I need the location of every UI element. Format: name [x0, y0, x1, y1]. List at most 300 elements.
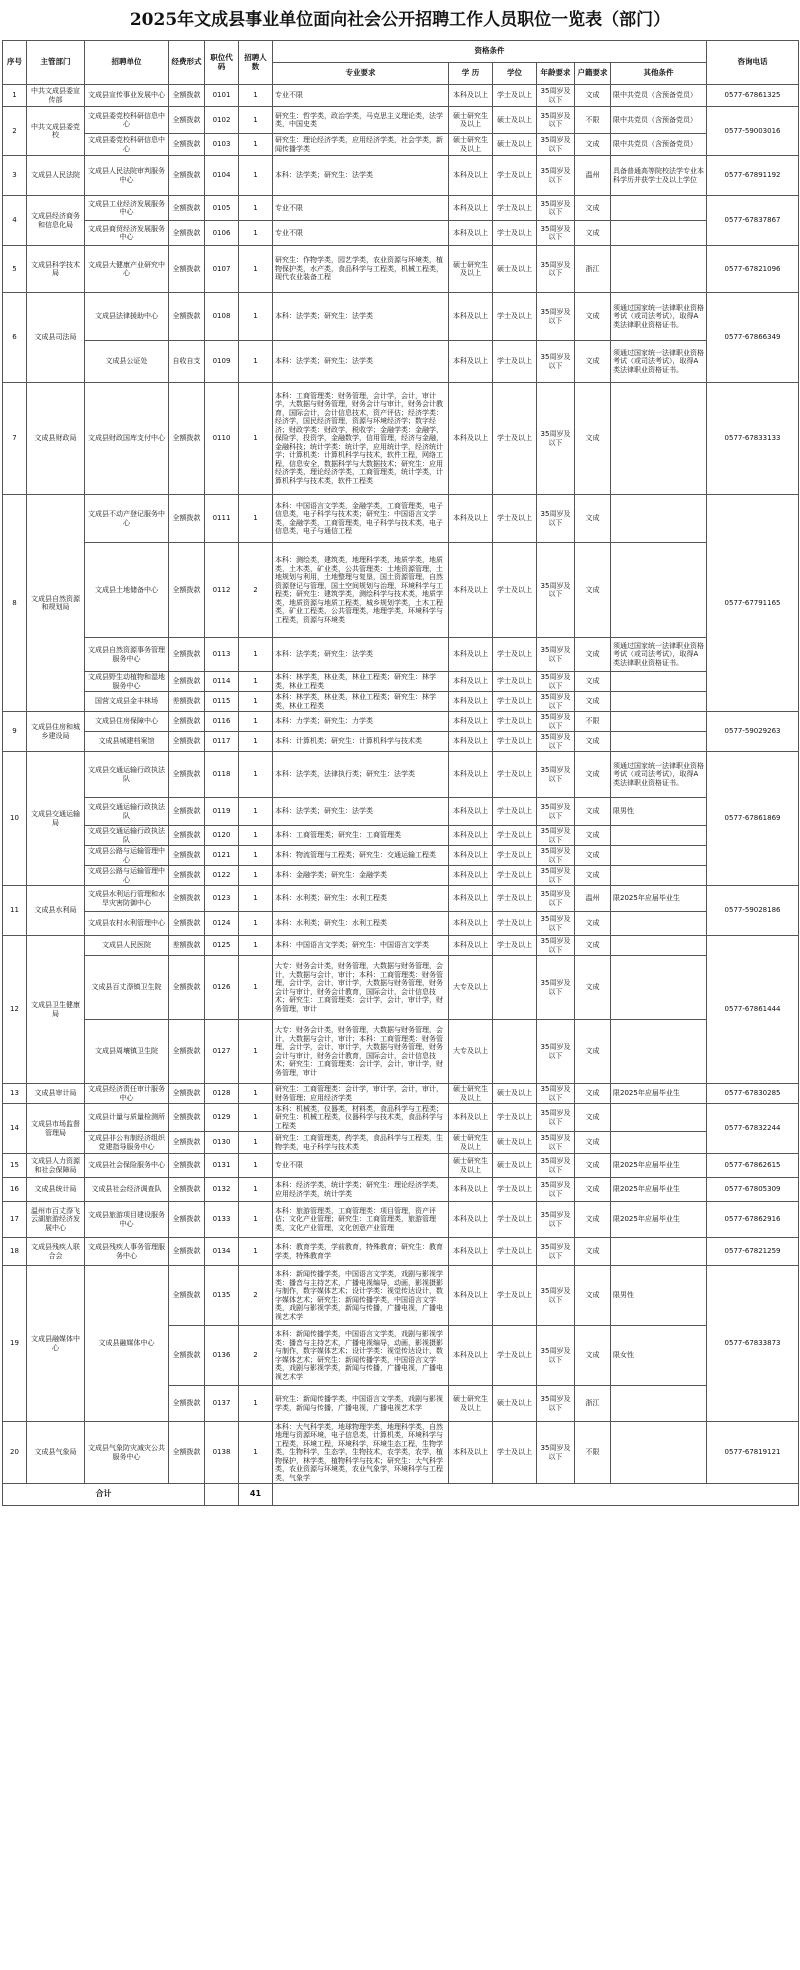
row-num: 1 [239, 1238, 273, 1266]
row-unit: 文成县自然资源事务管理服务中心 [85, 638, 169, 672]
row-age: 35周岁及以下 [537, 1084, 575, 1104]
row-num: 1 [239, 1154, 273, 1178]
header-code: 职位代码 [205, 41, 239, 85]
row-fund: 全额拨款 [169, 866, 205, 886]
row-other [611, 383, 707, 495]
row-edu: 本科及以上 [449, 495, 493, 543]
row-unit: 文成县社会经济调查队 [85, 1178, 169, 1202]
row-major: 专业不限 [273, 196, 449, 221]
row-edu: 本科及以上 [449, 1266, 493, 1326]
row-code: 0113 [205, 638, 239, 672]
row-hukou: 文成 [575, 1202, 611, 1238]
row-fund: 全额拨款 [169, 1266, 205, 1326]
row-code: 0121 [205, 846, 239, 866]
row-major: 本科：法学类；研究生：法学类 [273, 798, 449, 826]
row-dept: 中共文成县委宣传部 [27, 85, 85, 107]
row-age: 35周岁及以下 [537, 246, 575, 293]
row-other [611, 1020, 707, 1084]
row-hukou: 文成 [575, 85, 611, 107]
row-phone: 0577-67861444 [707, 936, 799, 1084]
row-edu: 本科及以上 [449, 1326, 493, 1386]
row-unit: 文成县野生动植物和湿地服务中心 [85, 672, 169, 692]
row-hukou: 文成 [575, 752, 611, 798]
row-seq: 8 [3, 495, 27, 712]
row-other [611, 246, 707, 293]
row-code: 0104 [205, 156, 239, 196]
row-hukou: 文成 [575, 1238, 611, 1266]
table-row [3, 1422, 799, 1484]
row-num: 1 [239, 638, 273, 672]
row-hukou: 文成 [575, 293, 611, 341]
row-phone: 0577-67861869 [707, 752, 799, 886]
row-degree: 学士及以上 [493, 712, 537, 732]
row-major: 本科：新闻传播学类，中国语言文学类，戏剧与影视学类：播音与主持艺术，广播电视编导，动画，影视摄影与制作，数字媒体艺术；设计学类：视觉传达设计，数字媒体艺术；研究生：新闻传播学类，中国语言文学类，戏剧与影视学类，新闻与传播，广播电视，广播电视艺术学 [273, 1266, 449, 1326]
row-num: 1 [239, 672, 273, 692]
table-row [3, 1084, 799, 1104]
row-hukou: 文成 [575, 956, 611, 1020]
row-phone: 0577-67791165 [707, 495, 799, 712]
row-other [611, 495, 707, 543]
row-phone: 0577-67866349 [707, 293, 799, 383]
table-row [3, 956, 799, 1020]
row-edu: 硕士研究生及以上 [449, 1132, 493, 1154]
row-edu: 本科及以上 [449, 543, 493, 638]
row-age: 35周岁及以下 [537, 221, 575, 246]
row-edu: 本科及以上 [449, 692, 493, 712]
row-fund: 全额拨款 [169, 1422, 205, 1484]
table-row [3, 672, 799, 692]
row-unit: 文成县工业经济发展服务中心 [85, 196, 169, 221]
row-unit: 文成县百丈漈镇卫生院 [85, 956, 169, 1020]
row-age: 35周岁及以下 [537, 1020, 575, 1084]
row-num: 1 [239, 936, 273, 956]
row-dept: 文成县科学技术局 [27, 246, 85, 293]
row-hukou: 文成 [575, 1178, 611, 1202]
row-age: 35周岁及以下 [537, 134, 575, 156]
table-row [3, 134, 799, 156]
row-num: 1 [239, 134, 273, 156]
row-age: 35周岁及以下 [537, 732, 575, 752]
row-num: 1 [239, 732, 273, 752]
row-edu: 本科及以上 [449, 156, 493, 196]
row-unit: 文成县公证处 [85, 341, 169, 383]
row-degree: 学士及以上 [493, 1104, 537, 1132]
row-major: 本科：中国语言文学类；研究生：中国语言文学类 [273, 936, 449, 956]
row-unit: 文成县委党校科研信息中心 [85, 134, 169, 156]
header-other: 其他条件 [611, 63, 707, 85]
row-num: 1 [239, 956, 273, 1020]
row-other: 限男性 [611, 1266, 707, 1326]
row-num: 1 [239, 1132, 273, 1154]
row-age: 35周岁及以下 [537, 1238, 575, 1266]
row-seq: 7 [3, 383, 27, 495]
row-degree: 硕士及以上 [493, 1386, 537, 1422]
row-age: 35周岁及以下 [537, 293, 575, 341]
header-major: 专业要求 [273, 63, 449, 85]
row-degree: 学士及以上 [493, 1422, 537, 1484]
row-phone: 0577-67891192 [707, 156, 799, 196]
row-degree: 学士及以上 [493, 341, 537, 383]
row-age: 35周岁及以下 [537, 692, 575, 712]
row-phone: 0577-67805309 [707, 1178, 799, 1202]
row-major: 研究生：工商管理类，药学类，食品科学与工程类，生物学类，电子科学与技术类 [273, 1132, 449, 1154]
row-num: 1 [239, 1386, 273, 1422]
row-other: 限男性 [611, 798, 707, 826]
row-age: 35周岁及以下 [537, 752, 575, 798]
header-age: 年龄要求 [537, 63, 575, 85]
row-major: 专业不限 [273, 85, 449, 107]
row-unit: 文成县气象防灾减灾公共服务中心 [85, 1422, 169, 1484]
row-hukou: 文成 [575, 912, 611, 936]
table-row [3, 732, 799, 752]
row-edu: 本科及以上 [449, 752, 493, 798]
row-major: 本科：法学类，法律执行类；研究生：法学类 [273, 752, 449, 798]
row-code: 0102 [205, 107, 239, 134]
header-seq: 序号 [3, 41, 27, 85]
row-unit: 文成县计量与质量检测所 [85, 1104, 169, 1132]
row-unit: 文成县土地储备中心 [85, 543, 169, 638]
row-fund: 差额拨款 [169, 692, 205, 712]
row-age: 35周岁及以下 [537, 1154, 575, 1178]
row-fund: 全额拨款 [169, 672, 205, 692]
row-num: 2 [239, 543, 273, 638]
row-phone: 0577-67832244 [707, 1104, 799, 1154]
table-row [3, 495, 799, 543]
row-edu: 本科及以上 [449, 912, 493, 936]
row-hukou: 文成 [575, 1020, 611, 1084]
row-major: 本科：教育学类，学前教育，特殊教育；研究生：教育学类，特殊教育学 [273, 1238, 449, 1266]
header-hukou: 户籍要求 [575, 63, 611, 85]
row-other [611, 732, 707, 752]
row-age: 35周岁及以下 [537, 886, 575, 912]
table-row [3, 846, 799, 866]
row-hukou: 文成 [575, 826, 611, 846]
row-code: 0124 [205, 912, 239, 936]
row-hukou: 文成 [575, 495, 611, 543]
row-other: 限中共党员（含预备党员） [611, 134, 707, 156]
row-major: 本科：法学类；研究生：法学类 [273, 341, 449, 383]
row-edu: 本科及以上 [449, 341, 493, 383]
header-qual: 资格条件 [273, 41, 707, 63]
row-major: 本科：法学类；研究生：法学类 [273, 156, 449, 196]
table-row [3, 752, 799, 798]
row-other [611, 956, 707, 1020]
table-row [3, 341, 799, 383]
row-num: 1 [239, 692, 273, 712]
row-age: 35周岁及以下 [537, 866, 575, 886]
header-degree: 学位 [493, 63, 537, 85]
row-code: 0111 [205, 495, 239, 543]
row-phone: 0577-67830285 [707, 1084, 799, 1104]
row-edu: 硕士研究生及以上 [449, 1154, 493, 1178]
row-fund: 全额拨款 [169, 495, 205, 543]
row-code: 0110 [205, 383, 239, 495]
row-edu: 大专及以上 [449, 1020, 493, 1084]
row-other [611, 221, 707, 246]
header-dept: 主管部门 [27, 41, 85, 85]
row-edu: 本科及以上 [449, 826, 493, 846]
row-code: 0125 [205, 936, 239, 956]
row-major: 研究生：作物学类，园艺学类，农业资源与环境类，植物保护类，水产类，食品科学与工程类，机械工程类，现代农业装备工程 [273, 246, 449, 293]
row-dept: 文成县融媒体中心 [27, 1266, 85, 1422]
row-phone: 0577-67821096 [707, 246, 799, 293]
row-age: 35周岁及以下 [537, 1386, 575, 1422]
row-major: 本科：计算机类；研究生：计算机科学与技术类 [273, 732, 449, 752]
row-num: 1 [239, 293, 273, 341]
row-age: 35周岁及以下 [537, 672, 575, 692]
row-fund: 全额拨款 [169, 1326, 205, 1386]
row-fund: 全额拨款 [169, 134, 205, 156]
row-other: 限2025年应届毕业生 [611, 886, 707, 912]
table-row [3, 246, 799, 293]
row-major: 本科：测绘类，建筑类，地理科学类，地质学类，地质类，土木类，矿业类，公共管理类：土地资源管理，土地规划与利用，土地整理与复垦，国土资源管理，自然资源登记与管理，国土空间规划与治理，环境科学与工程类；研究生：建筑学类，测绘科学与技术类，地质学类，地质资源与地质工程类，城乡规划学类，土木工程类，矿业工程类，公共管理类，地理学类，环境科学与工程类，资源与环境类 [273, 543, 449, 638]
row-other [611, 912, 707, 936]
row-age: 35周岁及以下 [537, 1326, 575, 1386]
row-unit: 文成县人民医院 [85, 936, 169, 956]
row-num: 1 [239, 846, 273, 866]
row-unit: 文成县宣传事业发展中心 [85, 85, 169, 107]
row-edu: 本科及以上 [449, 866, 493, 886]
row-other [611, 936, 707, 956]
row-major: 本科：工商管理类；研究生：工商管理类 [273, 826, 449, 846]
table-row [3, 196, 799, 221]
row-other [611, 543, 707, 638]
row-major: 本科：力学类；研究生：力学类 [273, 712, 449, 732]
row-code: 0127 [205, 1020, 239, 1084]
row-fund: 全额拨款 [169, 1178, 205, 1202]
row-age: 35周岁及以下 [537, 798, 575, 826]
row-code: 0117 [205, 732, 239, 752]
row-hukou: 文成 [575, 1326, 611, 1386]
row-seq: 1 [3, 85, 27, 107]
row-code: 0106 [205, 221, 239, 246]
row-hukou: 文成 [575, 846, 611, 866]
row-num: 1 [239, 246, 273, 293]
row-hukou: 文成 [575, 638, 611, 672]
row-degree: 学士及以上 [493, 383, 537, 495]
table-row [3, 1202, 799, 1238]
row-degree [493, 1020, 537, 1084]
row-edu: 本科及以上 [449, 712, 493, 732]
row-code: 0126 [205, 956, 239, 1020]
row-fund: 全额拨款 [169, 196, 205, 221]
row-fund: 全额拨款 [169, 1104, 205, 1132]
row-num: 1 [239, 1202, 273, 1238]
row-degree: 学士及以上 [493, 156, 537, 196]
row-seq: 17 [3, 1202, 27, 1238]
row-edu: 硕士研究生及以上 [449, 107, 493, 134]
row-hukou: 文成 [575, 1104, 611, 1132]
row-other: 须通过国家统一法律职业资格考试（或司法考试），取得A类法律职业资格证书。 [611, 638, 707, 672]
row-fund: 全额拨款 [169, 712, 205, 732]
row-dept: 文成县人民法院 [27, 156, 85, 196]
row-code: 0133 [205, 1202, 239, 1238]
row-num: 1 [239, 712, 273, 732]
row-num: 2 [239, 1266, 273, 1326]
row-other [611, 826, 707, 846]
row-hukou: 温州 [575, 886, 611, 912]
total-code-blank [205, 1484, 239, 1506]
row-degree: 学士及以上 [493, 846, 537, 866]
row-edu: 本科及以上 [449, 846, 493, 866]
row-seq: 3 [3, 156, 27, 196]
row-unit: 文成县财政国库支付中心 [85, 383, 169, 495]
table-row [3, 107, 799, 134]
row-seq: 14 [3, 1104, 27, 1154]
row-fund: 全额拨款 [169, 638, 205, 672]
row-edu: 大专及以上 [449, 956, 493, 1020]
row-dept: 文成县残疾人联合会 [27, 1238, 85, 1266]
table-row [3, 543, 799, 638]
row-age: 35周岁及以下 [537, 1202, 575, 1238]
row-degree: 硕士及以上 [493, 134, 537, 156]
row-unit: 文成县水利运行管理和水旱灾害防御中心 [85, 886, 169, 912]
row-unit: 文成县交通运输行政执法队 [85, 798, 169, 826]
row-age: 35周岁及以下 [537, 826, 575, 846]
row-num: 1 [239, 752, 273, 798]
page-title: 2025年文成县事业单位面向社会公开招聘工作人员职位一览表（部门） [129, 10, 671, 30]
row-hukou: 文成 [575, 692, 611, 712]
row-fund: 全额拨款 [169, 221, 205, 246]
table-row [3, 1154, 799, 1178]
row-unit: 文成县人民法院审判服务中心 [85, 156, 169, 196]
row-degree: 学士及以上 [493, 293, 537, 341]
row-degree: 学士及以上 [493, 936, 537, 956]
row-major: 本科：金融学类；研究生：金融学类 [273, 866, 449, 886]
row-dept: 文成县卫生健康局 [27, 936, 85, 1084]
row-num: 1 [239, 912, 273, 936]
row-degree: 学士及以上 [493, 1178, 537, 1202]
row-age: 35周岁及以下 [537, 912, 575, 936]
row-code: 0115 [205, 692, 239, 712]
row-dept: 文成县住房和城乡建设局 [27, 712, 85, 752]
row-seq: 16 [3, 1178, 27, 1202]
row-major: 研究生：新闻传播学类，中国语言文学类，戏剧与影视学类，新闻与传播，广播电视，广播电视艺术学 [273, 1386, 449, 1422]
row-phone: 0577-67837867 [707, 196, 799, 246]
row-num: 1 [239, 1178, 273, 1202]
row-age: 35周岁及以下 [537, 1422, 575, 1484]
row-num: 1 [239, 1084, 273, 1104]
row-code: 0105 [205, 196, 239, 221]
row-edu: 本科及以上 [449, 383, 493, 495]
row-other: 须通过国家统一法律职业资格考试（或司法考试），取得A类法律职业资格证书。 [611, 752, 707, 798]
row-unit: 文成县融媒体中心 [85, 1266, 169, 1422]
table-row [3, 1104, 799, 1132]
row-age: 35周岁及以下 [537, 1132, 575, 1154]
row-age: 35周岁及以下 [537, 196, 575, 221]
row-other [611, 866, 707, 886]
row-degree: 学士及以上 [493, 798, 537, 826]
row-dept: 文成县财政局 [27, 383, 85, 495]
row-major: 本科：林学类，林业类，林业工程类；研究生：林学类，林业工程类 [273, 672, 449, 692]
row-fund: 全额拨款 [169, 846, 205, 866]
row-major: 大专：财务会计类，财务管理，大数据与财务管理，会计，大数据与会计，审计；本科：工商管理类：财务管理，会计学，会计，审计学，大数据与财务管理，财务会计与审计，财务会计教育，国际会计，会计信息技术；研究生：工商管理类：会计学，会计，审计学，财务管理，审计 [273, 1020, 449, 1084]
row-major: 本科：机械类，仪器类，材料类，食品科学与工程类；研究生：机械工程类，仪器科学与技术类，食品科学与工程类 [273, 1104, 449, 1132]
row-major: 本科：新闻传播学类，中国语言文学类，戏剧与影视学类：播音与主持艺术，广播电视编导，动画，影视摄影与制作，数字媒体艺术；设计学类：视觉传达设计，数字媒体艺术；研究生：新闻传播学类，中国语言文学类，戏剧与影视学类，新闻与传播，广播电视，广播电视艺术学 [273, 1326, 449, 1386]
table-row [3, 866, 799, 886]
row-hukou: 温州 [575, 156, 611, 196]
row-other: 须通过国家统一法律职业资格考试（或司法考试），取得A类法律职业资格证书。 [611, 341, 707, 383]
row-major: 本科：林学类，林业类，林业工程类；研究生：林学类，林业工程类 [273, 692, 449, 712]
table-row [3, 912, 799, 936]
row-fund: 全额拨款 [169, 956, 205, 1020]
row-code: 0129 [205, 1104, 239, 1132]
row-unit: 文成县公路与运输管理中心 [85, 866, 169, 886]
row-age: 35周岁及以下 [537, 1266, 575, 1326]
row-dept: 文成县人力资源和社会保障局 [27, 1154, 85, 1178]
row-unit: 文成县周壤镇卫生院 [85, 1020, 169, 1084]
row-code: 0123 [205, 886, 239, 912]
row-code: 0101 [205, 85, 239, 107]
row-phone: 0577-67861325 [707, 85, 799, 107]
row-other [611, 1132, 707, 1154]
row-degree: 学士及以上 [493, 543, 537, 638]
row-fund: 全额拨款 [169, 732, 205, 752]
row-code: 0118 [205, 752, 239, 798]
row-num: 1 [239, 85, 273, 107]
row-seq: 13 [3, 1084, 27, 1104]
row-degree: 学士及以上 [493, 1266, 537, 1326]
row-other [611, 1386, 707, 1422]
row-major: 本科：水利类；研究生：水利工程类 [273, 912, 449, 936]
row-degree: 硕士及以上 [493, 1084, 537, 1104]
row-hukou: 文成 [575, 221, 611, 246]
row-other [611, 692, 707, 712]
row-code: 0128 [205, 1084, 239, 1104]
row-unit: 文成县残疾人事务管理服务中心 [85, 1238, 169, 1266]
row-code: 0138 [205, 1422, 239, 1484]
row-hukou: 不限 [575, 107, 611, 134]
row-edu: 本科及以上 [449, 1202, 493, 1238]
row-code: 0109 [205, 341, 239, 383]
row-seq: 15 [3, 1154, 27, 1178]
row-fund: 全额拨款 [169, 85, 205, 107]
row-fund: 全额拨款 [169, 1238, 205, 1266]
row-hukou: 浙江 [575, 246, 611, 293]
row-age: 35周岁及以下 [537, 638, 575, 672]
row-edu: 本科及以上 [449, 638, 493, 672]
row-phone: 0577-67833133 [707, 383, 799, 495]
positions-table [2, 40, 799, 1506]
row-num: 1 [239, 156, 273, 196]
row-seq: 4 [3, 196, 27, 246]
row-age: 35周岁及以下 [537, 156, 575, 196]
row-degree: 学士及以上 [493, 826, 537, 846]
row-degree: 学士及以上 [493, 495, 537, 543]
row-other: 须通过国家统一法律职业资格考试（或司法考试），取得A类法律职业资格证书。 [611, 293, 707, 341]
row-edu: 本科及以上 [449, 85, 493, 107]
row-dept: 文成县自然资源和规划局 [27, 495, 85, 712]
row-other [611, 846, 707, 866]
row-hukou: 文成 [575, 341, 611, 383]
row-seq: 6 [3, 293, 27, 383]
table-row [3, 712, 799, 732]
row-edu: 本科及以上 [449, 1422, 493, 1484]
row-other [611, 1104, 707, 1132]
row-age: 35周岁及以下 [537, 341, 575, 383]
row-edu: 本科及以上 [449, 196, 493, 221]
row-hukou: 文成 [575, 936, 611, 956]
row-hukou: 文成 [575, 1154, 611, 1178]
row-unit: 文成县公路与运输管理中心 [85, 846, 169, 866]
row-code: 0120 [205, 826, 239, 846]
row-other: 具备普通高等院校法学专业本科学历并获学士及以上学位 [611, 156, 707, 196]
table-row [3, 1132, 799, 1154]
row-num: 1 [239, 1422, 273, 1484]
table-row [3, 826, 799, 846]
row-fund: 全额拨款 [169, 1132, 205, 1154]
row-degree: 学士及以上 [493, 752, 537, 798]
